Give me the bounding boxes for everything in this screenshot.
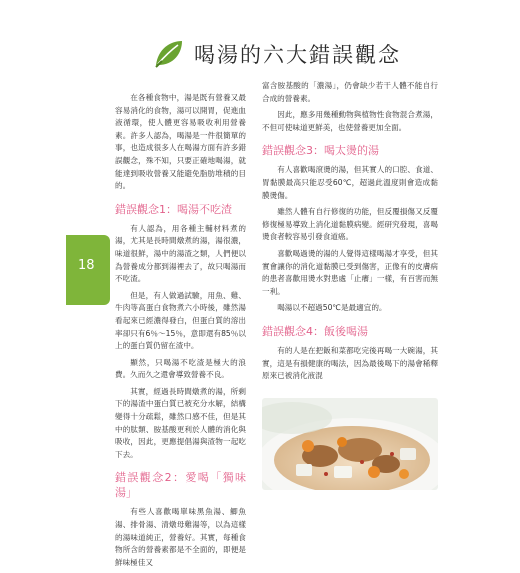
left-column [115,92,246,573]
right-column [262,80,438,387]
paragraph: 但是，有人做過試驗，用魚、雞、牛肉等高蛋白食物煮六小時後，雖然湯看起來已經濃得發白，但蛋白質的溶出率卻只有6％～15％，意即還有85％以上的蛋白質仍留在渣中。 [115,290,246,351]
heading-misconception-1: 錯誤觀念1：喝湯不吃渣 [115,202,232,216]
heading-misconception-2: 錯誤觀念2：愛喝「獨味湯」 [115,471,246,500]
paragraph: 其實，經過長時間燉煮的湯，所剩下的湯渣中蛋白質已被充分水解，結構變得十分疏鬆，雖然口感不佳，但是其中的肽類、胺基酸更利於人體的消化與吸收，因此，更應提倡湯與渣物一起吃下去。 [115,386,246,459]
paragraph: 有人喜歡喝滾燙的湯，但其實人的口腔、食道、胃黏膜最高只能忍受60℃，超過此溫度則會造成黏膜燙傷。 [262,165,438,200]
heading-misconception-3: 錯誤觀念3：喝太燙的湯 [262,144,379,158]
intro-paragraph: 在各種食物中，湯是既有營養又最容易消化的食物，湯可以開胃，促進血液循環，使人體更容易吸收利用營養素。許多人認為，喝湯是一件很簡單的事，也造成很多人在喝湯方面有許多錯誤觀念，殊不知，只要正確地喝湯，就能達到吸收營養又能避免脂肪堆積的目的。 [115,93,246,191]
paragraph: 富含胺基酸的「濃湯」，仍會缺少若干人體不能自行合成的營養素。 [262,81,438,103]
paragraph: 有人認為，用各種主輔材料煮的湯，尤其是長時間燉煮的湯，湯很濃，味道很鮮，湯中的湯渣之類，人們便以為營養成分都到湯裡去了，故只喝湯而不吃渣。 [115,223,246,284]
paragraph: 有些人喜歡喝單味黑魚湯、鯽魚湯、排骨湯、清燉母雞湯等，以為這樣的湯味道純正，營養好。其實，每種食物所含的營養素都是不全面的，即便是鮮味極佳又 [115,507,246,567]
soup-photo [262,398,438,490]
heading-misconception-4: 錯誤觀念4：飯後喝湯 [262,324,368,338]
paragraph: 喝湯以不超過50℃是最適宜的。 [277,303,387,313]
paragraph: 因此，應多用幾種動物與植物性食物混合煮湯，不但可使味道更鮮美，也使營養更加全面。 [262,110,438,132]
paragraph: 雖然人體有自行修復的功能，但反覆損傷又反覆修復極易導致上消化道黏膜病變。經研究發現，喜喝燙食者較容易引發食道癌。 [262,207,438,242]
title-row [152,34,401,74]
leaf-icon [152,37,186,71]
page-number: 18 [78,258,95,273]
paragraph: 顯然，只喝湯不吃渣是極大的浪費。久而久之還會導致營養不良。 [115,357,246,380]
page-title: 喝湯的六大錯誤觀念 [194,43,401,67]
paragraph: 喜歡喝過燙的湯的人覺得這樣喝湯才享受，但其實會讓你的消化道黏膜已受到傷害，正像有的皮膚病的患者喜歡用燙水對患處「止癢」一樣，有百害而無一利。 [262,248,438,296]
paragraph: 有的人是在把飯和菜都吃完後再喝一大碗湯，其實，這是有損健康的喝法，因為最後喝下的湯會稀釋原來已被消化液混 [262,345,438,381]
